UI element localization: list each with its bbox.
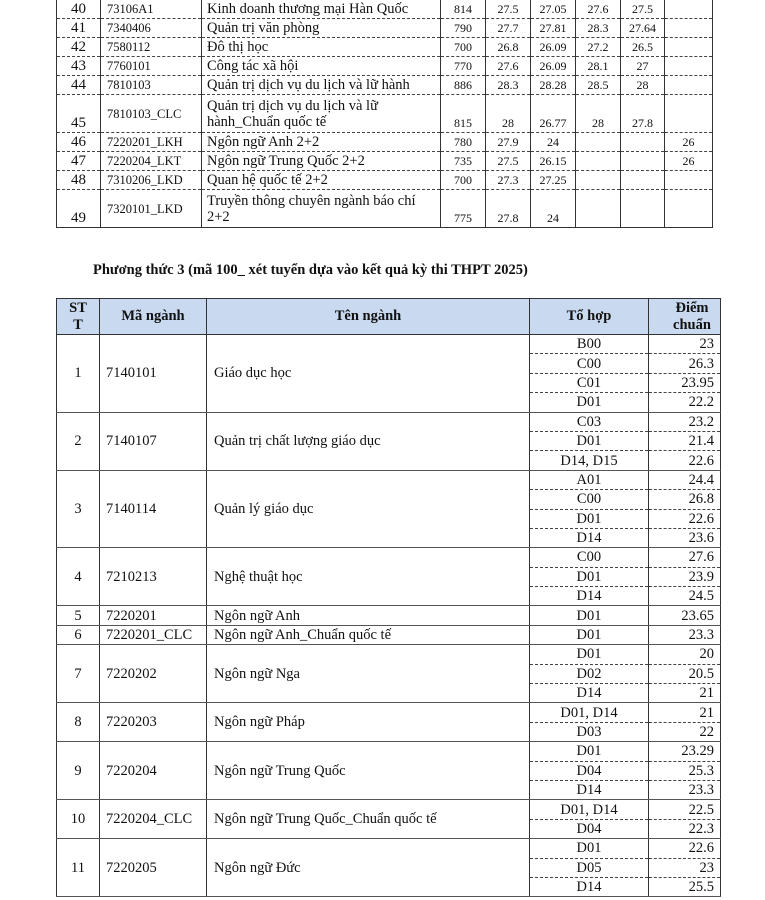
- subject-combination: D04: [530, 761, 649, 780]
- program-name-line: Quan hệ quốc tế 2+2: [207, 172, 328, 188]
- score-cell: [621, 171, 665, 190]
- subject-combination: D01: [530, 625, 649, 644]
- score-cell: 28: [621, 76, 665, 95]
- program-name: Quản lý giáo dục: [207, 470, 530, 548]
- table-row: [57, 625, 721, 644]
- score-cell: [621, 190, 665, 228]
- score-cell: [665, 190, 713, 228]
- cutoff-score: 23.3: [649, 780, 721, 799]
- cutoff-score: 23.29: [649, 742, 721, 761]
- score-cell: 700: [441, 171, 486, 190]
- cutoff-score: 23.6: [649, 528, 721, 547]
- cutoff-score: 20.5: [649, 664, 721, 683]
- program-name-line: Kinh doanh thương mại Hàn Quốc: [207, 1, 409, 17]
- cutoff-score: 23.95: [649, 373, 721, 392]
- program-name: Quản trị chất lượng giáo dục: [207, 412, 530, 470]
- score-cell: 27.64: [621, 19, 665, 38]
- program-code: 7340406: [101, 19, 202, 38]
- score-cell: [665, 19, 713, 38]
- subject-combination: B00: [530, 335, 649, 354]
- cutoff-score: 20: [649, 645, 721, 664]
- cutoff-score: 25.3: [649, 761, 721, 780]
- score-cell: 27.8: [621, 95, 665, 133]
- program-name: [202, 19, 441, 38]
- cutoff-score: 23.2: [649, 412, 721, 431]
- score-cell: [621, 133, 665, 152]
- program-name: [202, 57, 441, 76]
- program-code: 7220205: [100, 839, 207, 897]
- score-cell: [665, 57, 713, 76]
- program-name-line: Quản trị dịch vụ du lịch và lữ hành: [207, 77, 410, 93]
- cutoff-score: 22.3: [649, 819, 721, 838]
- row-number: 5: [57, 606, 100, 625]
- subject-combination: D01: [530, 393, 649, 412]
- table-header-row: [57, 299, 721, 335]
- table-row: [57, 19, 713, 38]
- table-row: [57, 800, 721, 819]
- score-cell: [665, 76, 713, 95]
- section-title: Phương thức 3 (mã 100_ xét tuyển dựa vào kết quả kỳ thi THPT 2025): [93, 262, 528, 278]
- score-cell: 814: [441, 0, 486, 19]
- program-code: 7220204_LKT: [101, 152, 202, 171]
- program-code: 7220202: [100, 645, 207, 703]
- program-name: [202, 152, 441, 171]
- cutoff-score: 25.5: [649, 877, 721, 896]
- score-cell: 26: [665, 133, 713, 152]
- cutoff-score: 23.3: [649, 625, 721, 644]
- score-cell: 770: [441, 57, 486, 76]
- cutoff-score: 23: [649, 335, 721, 354]
- score-cell: 27.8: [486, 190, 531, 228]
- program-name: [202, 133, 441, 152]
- cutoff-score: 22: [649, 722, 721, 741]
- program-code: 7220201: [100, 606, 207, 625]
- table-row: [57, 742, 721, 761]
- score-cell: 26.09: [531, 38, 576, 57]
- score-cell: [576, 152, 621, 171]
- subject-combination: C00: [530, 548, 649, 567]
- row-number: 45: [57, 95, 101, 133]
- cutoff-score-table: [56, 298, 721, 897]
- row-number: 11: [57, 839, 100, 897]
- subject-combination: D01, D14: [530, 800, 649, 819]
- table-row: [57, 95, 713, 133]
- cutoff-score: 22.6: [649, 509, 721, 528]
- subject-combination: D04: [530, 819, 649, 838]
- table-row: [57, 152, 713, 171]
- score-cell: 790: [441, 19, 486, 38]
- subject-combination: A01: [530, 470, 649, 489]
- score-cell: 26: [665, 152, 713, 171]
- row-number: 8: [57, 703, 100, 742]
- program-code: 7810103_CLC: [101, 95, 202, 133]
- table-row: [57, 0, 713, 19]
- program-name: [202, 0, 441, 19]
- subject-combination: D01: [530, 645, 649, 664]
- table-row: [57, 76, 713, 95]
- score-cell: 27.6: [576, 0, 621, 19]
- subject-combination: D14: [530, 684, 649, 703]
- subject-combination: D01: [530, 742, 649, 761]
- score-cell: 27.5: [486, 152, 531, 171]
- header-score: [649, 299, 721, 335]
- row-number: 2: [57, 412, 100, 470]
- program-code: 7760101: [101, 57, 202, 76]
- table-row: [57, 703, 721, 722]
- table-row: [57, 645, 721, 664]
- cutoff-score: 21: [649, 684, 721, 703]
- subject-combination: D01: [530, 606, 649, 625]
- row-number: 6: [57, 625, 100, 644]
- score-cell: 27.5: [486, 0, 531, 19]
- table-row: [57, 548, 721, 567]
- score-cell: 24: [531, 133, 576, 152]
- cutoff-score: 21: [649, 703, 721, 722]
- row-number: 46: [57, 133, 101, 152]
- table-row: [57, 133, 713, 152]
- score-cell: 27.7: [486, 19, 531, 38]
- program-code: 7140114: [100, 470, 207, 548]
- subject-combination: D05: [530, 858, 649, 877]
- header-combo: Tổ hợp: [530, 299, 649, 335]
- program-code: 7220201_CLC: [100, 625, 207, 644]
- row-number: 47: [57, 152, 101, 171]
- program-name: [202, 171, 441, 190]
- cutoff-score: 24.5: [649, 587, 721, 606]
- cutoff-score: 27.6: [649, 548, 721, 567]
- subject-combination: D14: [530, 587, 649, 606]
- program-name: Ngôn ngữ Nga: [207, 645, 530, 703]
- program-code: 73106A1: [101, 0, 202, 19]
- score-cell: 27.3: [486, 171, 531, 190]
- program-code: 7320101_LKD: [101, 190, 202, 228]
- row-number: 43: [57, 57, 101, 76]
- table-row: [57, 38, 713, 57]
- score-cell: [665, 38, 713, 57]
- score-cell: 775: [441, 190, 486, 228]
- program-name-line: Ngôn ngữ Anh 2+2: [207, 134, 320, 150]
- row-number: 10: [57, 800, 100, 839]
- program-code: 7310206_LKD: [101, 171, 202, 190]
- program-name: Ngôn ngữ Anh: [207, 606, 530, 625]
- table-row: [57, 190, 713, 228]
- score-cell: 28.3: [486, 76, 531, 95]
- program-name: Ngôn ngữ Trung Quốc: [207, 742, 530, 800]
- cutoff-score: 22.2: [649, 393, 721, 412]
- subject-combination: D02: [530, 664, 649, 683]
- cutoff-score: 22.5: [649, 800, 721, 819]
- score-cell: [621, 152, 665, 171]
- score-cell: 27.81: [531, 19, 576, 38]
- score-cell: 27.2: [576, 38, 621, 57]
- score-cell: [665, 95, 713, 133]
- header-code: Mã ngành: [100, 299, 207, 335]
- row-number: 49: [57, 190, 101, 228]
- program-name: [202, 38, 441, 57]
- cutoff-score: 21.4: [649, 431, 721, 450]
- score-cell: 26.8: [486, 38, 531, 57]
- program-name-line: Ngôn ngữ Trung Quốc 2+2: [207, 153, 365, 169]
- subject-combination: D14: [530, 877, 649, 896]
- header-name: Tên ngành: [207, 299, 530, 335]
- score-cell: 24: [531, 190, 576, 228]
- score-cell: [665, 171, 713, 190]
- cutoff-score: 22.6: [649, 451, 721, 470]
- row-number: 44: [57, 76, 101, 95]
- row-number: 7: [57, 645, 100, 703]
- subject-combination: C00: [530, 490, 649, 509]
- previous-admission-table: [56, 0, 713, 228]
- program-name: Ngôn ngữ Đức: [207, 839, 530, 897]
- table-row: [57, 839, 721, 858]
- row-number: 41: [57, 19, 101, 38]
- score-cell: 26.15: [531, 152, 576, 171]
- score-cell: 26.77: [531, 95, 576, 133]
- program-code: 7140107: [100, 412, 207, 470]
- score-cell: 27: [621, 57, 665, 76]
- score-cell: 28: [576, 95, 621, 133]
- program-code: 7210213: [100, 548, 207, 606]
- program-name-line: Quản trị dịch vụ du lịch và lữ: [207, 97, 378, 114]
- subject-combination: D01, D14: [530, 703, 649, 722]
- program-code: 7220204: [100, 742, 207, 800]
- program-name-line: 2+2: [207, 208, 230, 225]
- program-name-line: hành_Chuẩn quốc tế: [207, 113, 327, 130]
- table-row: [57, 335, 721, 354]
- score-cell: 28.28: [531, 76, 576, 95]
- program-code: 7810103: [101, 76, 202, 95]
- table-row: [57, 171, 713, 190]
- subject-combination: D03: [530, 722, 649, 741]
- row-number: 4: [57, 548, 100, 606]
- program-name: [202, 190, 441, 228]
- row-number: 48: [57, 171, 101, 190]
- subject-combination: D01: [530, 509, 649, 528]
- cutoff-score: 23.9: [649, 567, 721, 586]
- score-cell: [576, 133, 621, 152]
- cutoff-score: 22.6: [649, 839, 721, 858]
- score-cell: 28.1: [576, 57, 621, 76]
- row-number: 1: [57, 335, 100, 413]
- subject-combination: C03: [530, 412, 649, 431]
- score-cell: [665, 0, 713, 19]
- program-name: Ngôn ngữ Pháp: [207, 703, 530, 742]
- table-row: [57, 57, 713, 76]
- subject-combination: D01: [530, 839, 649, 858]
- program-name: [202, 95, 441, 133]
- program-code: 7220201_LKH: [101, 133, 202, 152]
- score-cell: 27.05: [531, 0, 576, 19]
- score-cell: 26.09: [531, 57, 576, 76]
- subject-combination: C01: [530, 373, 649, 392]
- header-stt-label: STT: [69, 299, 87, 333]
- score-cell: 780: [441, 133, 486, 152]
- program-name-line: Công tác xã hội: [207, 58, 299, 74]
- score-cell: 886: [441, 76, 486, 95]
- cutoff-score: 23: [649, 858, 721, 877]
- row-number: 3: [57, 470, 100, 548]
- program-code: 7220203: [100, 703, 207, 742]
- score-cell: 28: [486, 95, 531, 133]
- score-cell: 27.25: [531, 171, 576, 190]
- program-name-line: Đô thị học: [207, 39, 269, 55]
- row-number: 40: [57, 0, 101, 19]
- cutoff-score: 24.4: [649, 470, 721, 489]
- row-number: 42: [57, 38, 101, 57]
- score-cell: 27.5: [621, 0, 665, 19]
- program-name-line: Truyền thông chuyên ngành báo chí: [207, 192, 416, 209]
- header-stt: [57, 299, 100, 335]
- score-cell: 700: [441, 38, 486, 57]
- program-name-line: Quản trị văn phòng: [207, 20, 320, 36]
- cutoff-score: 26.8: [649, 490, 721, 509]
- row-number: 9: [57, 742, 100, 800]
- score-cell: 28.5: [576, 76, 621, 95]
- program-code: 7140101: [100, 335, 207, 413]
- score-cell: 28.3: [576, 19, 621, 38]
- table-row: [57, 470, 721, 489]
- program-name: Nghệ thuật học: [207, 548, 530, 606]
- program-code: 7220204_CLC: [100, 800, 207, 839]
- subject-combination: C00: [530, 354, 649, 373]
- subject-combination: D14, D15: [530, 451, 649, 470]
- score-cell: 735: [441, 152, 486, 171]
- score-cell: 815: [441, 95, 486, 133]
- score-cell: 27.6: [486, 57, 531, 76]
- cutoff-score: 23.65: [649, 606, 721, 625]
- score-cell: [576, 171, 621, 190]
- score-cell: [576, 190, 621, 228]
- subject-combination: D01: [530, 567, 649, 586]
- subject-combination: D01: [530, 431, 649, 450]
- score-cell: 26.5: [621, 38, 665, 57]
- header-score-label: Điểm chuẩn: [673, 299, 711, 333]
- subject-combination: D14: [530, 780, 649, 799]
- table-row: [57, 412, 721, 431]
- cutoff-score: 26.3: [649, 354, 721, 373]
- program-name: Ngôn ngữ Trung Quốc_Chuẩn quốc tế: [207, 800, 530, 839]
- subject-combination: D14: [530, 528, 649, 547]
- table-row: [57, 606, 721, 625]
- program-code: 7580112: [101, 38, 202, 57]
- program-name: Giáo dục học: [207, 335, 530, 413]
- program-name: Ngôn ngữ Anh_Chuẩn quốc tế: [207, 625, 530, 644]
- score-cell: 27.9: [486, 133, 531, 152]
- program-name: [202, 76, 441, 95]
